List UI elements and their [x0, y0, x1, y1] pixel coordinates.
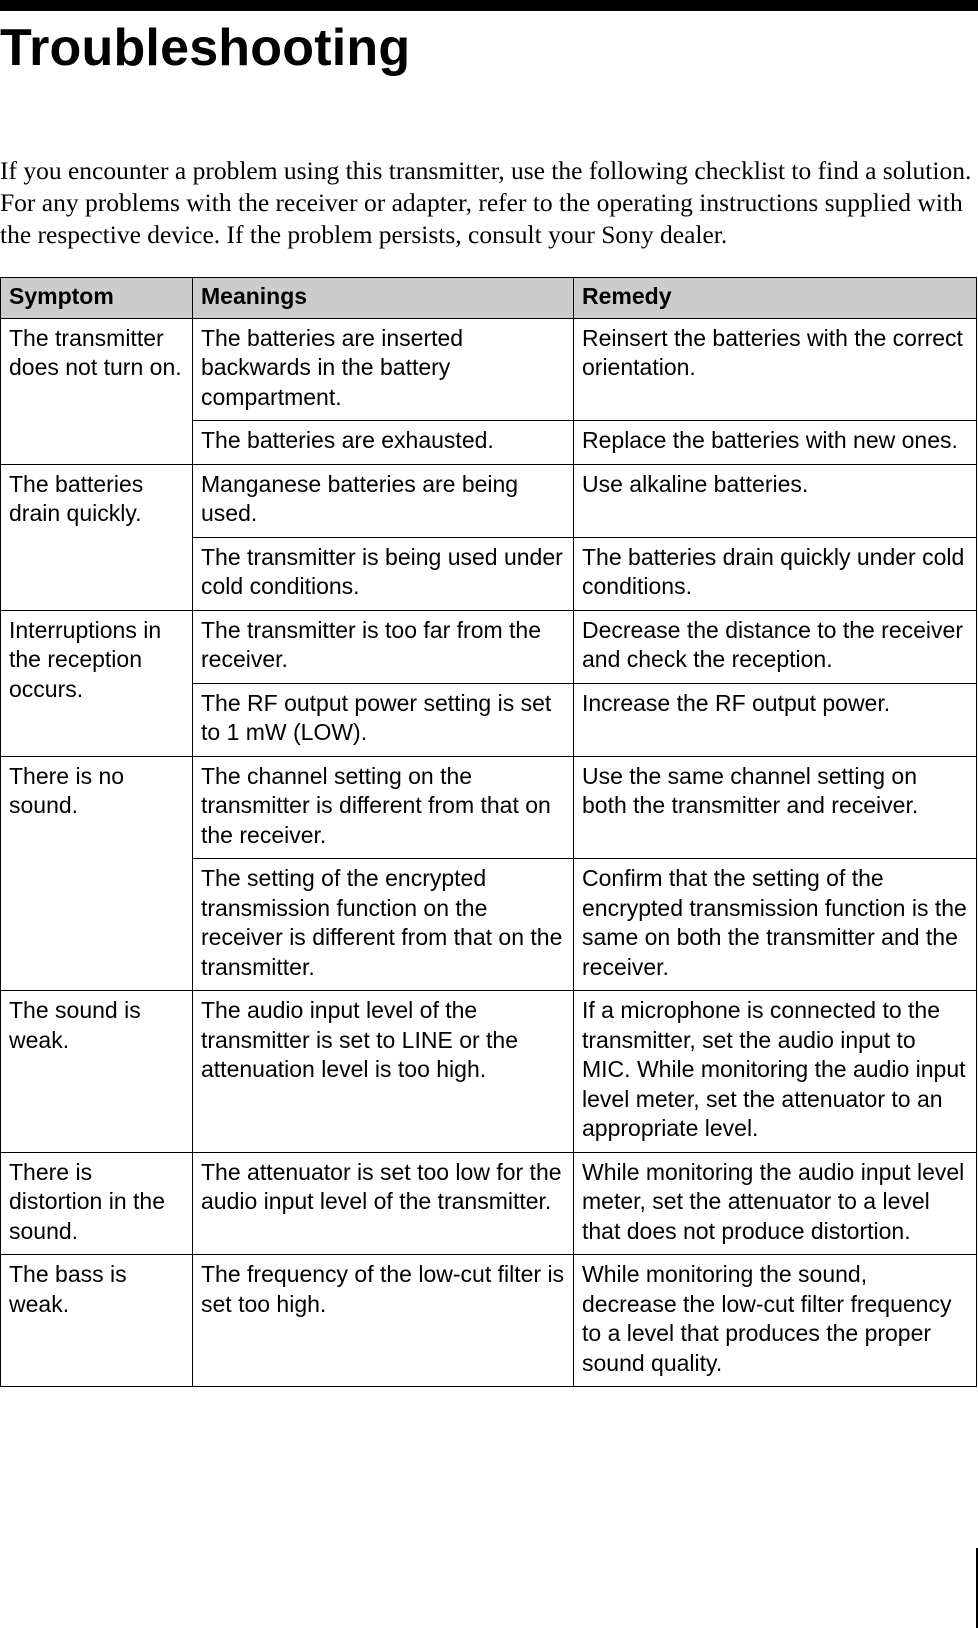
remedy-cell: Use the same channel setting on both the transmitter and receiver.: [574, 756, 977, 859]
header-symptom: Symptom: [1, 278, 193, 319]
meaning-cell: The transmitter is too far from the receiver.: [193, 610, 574, 683]
table-row: [1, 1152, 977, 1255]
remedy-cell: While monitoring the sound, decrease the low-cut filter frequency to a level that produces the proper sound quality.: [574, 1255, 977, 1387]
table-row: [1, 610, 977, 683]
remedy-cell: The batteries drain quickly under cold conditions.: [574, 537, 977, 610]
meaning-cell: The batteries are inserted backwards in the battery compartment.: [193, 318, 574, 421]
symptom-cell: The bass is weak.: [1, 1255, 193, 1387]
meaning-cell: Manganese batteries are being used.: [193, 464, 574, 537]
symptom-cell: The transmitter does not turn on.: [1, 318, 193, 464]
remedy-cell: Replace the batteries with new ones.: [574, 421, 977, 465]
meaning-cell: The frequency of the low-cut filter is set too high.: [193, 1255, 574, 1387]
remedy-cell: Use alkaline batteries.: [574, 464, 977, 537]
symptom-cell: There is distortion in the sound.: [1, 1152, 193, 1255]
page-title: Troubleshooting: [0, 19, 411, 77]
header-remedy: Remedy: [574, 278, 977, 319]
meaning-cell: The setting of the encrypted transmission function on the receiver is different from that on the transmitter.: [193, 859, 574, 991]
symptom-cell: The sound is weak.: [1, 991, 193, 1153]
table-header-row: [1, 278, 977, 319]
table-row: [1, 1255, 977, 1387]
meaning-cell: The transmitter is being used under cold conditions.: [193, 537, 574, 610]
remedy-cell: While monitoring the audio input level meter, set the attenuator to a level that does not produce distortion.: [574, 1152, 977, 1255]
meaning-cell: The batteries are exhausted.: [193, 421, 574, 465]
table-row: [1, 318, 977, 421]
meaning-cell: The channel setting on the transmitter is different from that on the receiver.: [193, 756, 574, 859]
top-rule: [0, 0, 978, 11]
symptom-cell: There is no sound.: [1, 756, 193, 991]
remedy-cell: Increase the RF output power.: [574, 683, 977, 756]
symptom-cell: The batteries drain quickly.: [1, 464, 193, 610]
meaning-cell: The audio input level of the transmitter is set to LINE or the attenuation level is too high.: [193, 991, 574, 1153]
remedy-cell: If a microphone is connected to the transmitter, set the audio input to MIC. While monitoring the audio input level meter, set the attenuator to an appropriate level.: [574, 991, 977, 1153]
header-meanings: Meanings: [193, 278, 574, 319]
remedy-cell: Reinsert the batteries with the correct orientation.: [574, 318, 977, 421]
table-row: [1, 464, 977, 537]
table-row: [1, 991, 977, 1153]
table-row: [1, 756, 977, 859]
remedy-cell: Decrease the distance to the receiver and check the reception.: [574, 610, 977, 683]
meaning-cell: The RF output power setting is set to 1 mW (LOW).: [193, 683, 574, 756]
troubleshooting-table: [0, 277, 977, 1387]
meaning-cell: The attenuator is set too low for the audio input level of the transmitter.: [193, 1152, 574, 1255]
intro-paragraph: If you encounter a problem using this transmitter, use the following checklist to find a solution. For any problems with the receiver or adapter, refer to the operating instructions supplied with the respective device. If the problem persists, consult your Sony dealer.: [0, 156, 972, 249]
symptom-cell: Interruptions in the reception occurs.: [1, 610, 193, 756]
remedy-cell: Confirm that the setting of the encrypted transmission function is the same on both the transmitter and the receiver.: [574, 859, 977, 991]
